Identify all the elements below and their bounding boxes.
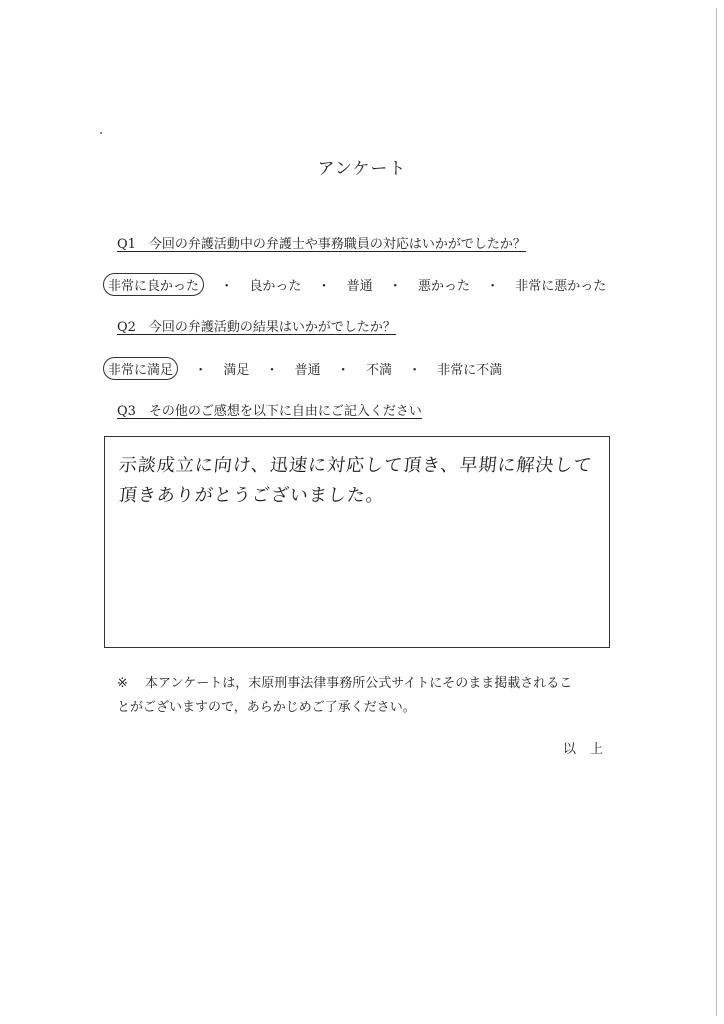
q2-option: 満足 xyxy=(223,363,250,378)
closing-mark: 以上 xyxy=(563,742,618,757)
q1-option: 良かった xyxy=(249,279,302,294)
q1-option: 非常に悪かった xyxy=(515,279,607,294)
q1-option: 普通 xyxy=(346,279,373,294)
q2-option-selected: 非常に満足 xyxy=(103,357,178,380)
page-title: アンケート xyxy=(317,159,407,179)
note-mark: ※ xyxy=(117,676,128,691)
question-2-options xyxy=(108,357,502,380)
separator: ・ xyxy=(317,279,331,294)
separator: ・ xyxy=(388,279,402,294)
free-answer-box xyxy=(104,436,610,648)
question-3: Q3 その他のご感想を以下に自由にご記入ください xyxy=(117,404,422,419)
note-line-1: 本アンケートは，末原刑事法律事務所公式サイトにそのまま掲載されるこ xyxy=(145,676,573,691)
question-2: Q2 今回の弁護活動の結果はいかがでしたか？ xyxy=(117,320,396,335)
separator: ・ xyxy=(265,363,279,378)
scan-speck xyxy=(100,132,102,134)
scan-edge xyxy=(716,8,717,1016)
handwritten-answer-line: 示談成立に向け、迅速に対応して頂き、早期に解決して xyxy=(117,455,594,476)
note-line-2: とがございますので，あらかじめご了承ください。 xyxy=(117,700,416,715)
q1-option: 悪かった xyxy=(417,279,470,294)
q2-option: 普通 xyxy=(294,363,321,378)
q1-option-selected: 非常に良かった xyxy=(103,273,204,296)
question-1: Q1 今回の弁護活動中の弁護士や事務職員の対応はいかがでしたか？ xyxy=(117,237,526,252)
handwritten-answer-line: 頂きありがとうございました。 xyxy=(117,485,386,506)
q2-option: 非常に不満 xyxy=(437,363,503,378)
separator: ・ xyxy=(336,363,350,378)
separator: ・ xyxy=(220,279,234,294)
separator: ・ xyxy=(194,363,208,378)
separator: ・ xyxy=(486,279,500,294)
disclaimer-note xyxy=(117,672,617,720)
separator: ・ xyxy=(408,363,422,378)
q2-option: 不満 xyxy=(365,363,392,378)
question-1-options xyxy=(108,273,606,296)
